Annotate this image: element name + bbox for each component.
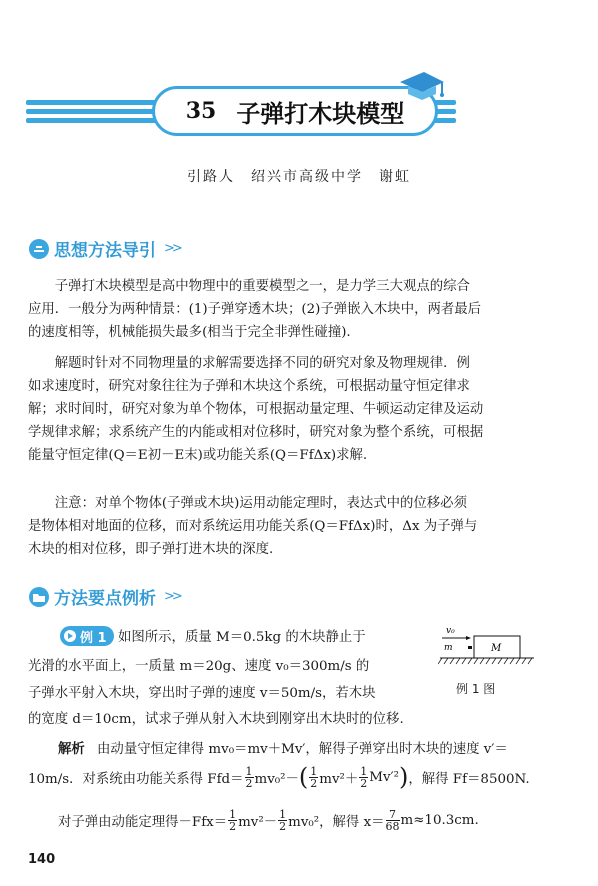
analysis-text: 由动量守恒定律得 mv₀＝mv＋Mv′，解得子弹穿出时木块的速度 v′＝ [97, 742, 508, 757]
figure-caption: 例 1 图 [456, 682, 496, 696]
example-figure [438, 624, 536, 670]
text-line: 如求速度时，研究对象往往为子弹和木块这个系统，可根据动量守恒定律求 [28, 379, 470, 394]
analysis-text: 10m/s．对系统由功能关系得 Ffd＝ [28, 771, 244, 787]
play-icon [64, 630, 76, 642]
fraction: $\frac{1}{2}$ [245, 764, 253, 790]
text-line: 学规律求解；求系统产生的内能或相对位移时，研究对象为整个系统，可根据 [28, 425, 484, 440]
paragraph-note [28, 492, 552, 561]
text-line: 解题时针对不同物理量的求解需要选择不同的研究对象及物理规律．例 [54, 356, 470, 371]
bullet [468, 646, 472, 649]
text-line: 子弹打木块模型是高中物理中的重要模型之一，是力学三大观点的综合 [54, 279, 470, 294]
section-heading-examples [28, 584, 180, 609]
section-title: 方法要点例析 [54, 589, 156, 609]
section-title: 思想方法导引 [54, 241, 156, 261]
example-text-line: 光滑的水平面上，一质量 m＝20g、速度 v₀＝300m/s 的 [28, 659, 370, 674]
bullet-label: m [444, 643, 453, 653]
analysis-text: Mv′² [369, 769, 399, 785]
author-line: 引路人 绍兴市高级中学 谢虹 [187, 169, 411, 185]
analysis-text: mv₀²－ [254, 771, 299, 787]
analysis-text: 对子弹由动能定理得－Ffx＝ [58, 814, 228, 830]
fraction: $\frac{1}{2}$ [279, 807, 287, 833]
analysis-label: 解析 [58, 742, 85, 757]
fraction: $\frac{1}{2}$ [229, 807, 237, 833]
text-line: 是物体相对地面的位移，而对系统运用功能关系(Q＝FfΔx)时，Δx 为子弹与 [28, 519, 478, 534]
chapter-title-box [152, 86, 438, 136]
example-text-line: 的宽度 d＝10cm，试求子弹从射入木块到刚穿出木块时的位移. [28, 712, 404, 727]
chapter-number: 35 [185, 98, 217, 124]
analysis-line [58, 738, 508, 757]
velocity-label: v₀ [446, 626, 455, 636]
analysis-line [58, 805, 479, 835]
text-line: 的速度相等，机械能损失最多(相当于完全非弹性碰撞). [28, 325, 351, 340]
example-badge [60, 626, 114, 646]
chevron-right-icon: >> [164, 589, 180, 604]
analysis-text: mv²＋ [319, 771, 359, 787]
page-number: 140 [28, 852, 56, 867]
analysis-text: mv²－ [238, 814, 278, 830]
section-badge-icon [28, 238, 50, 260]
text-line: 解；求时间时，研究对象为单个物体，可根据动量定理、牛顿运动定律及运动 [28, 402, 484, 417]
section-heading-guide [28, 236, 180, 261]
text-line: 能量守恒定律(Q＝E初－E末)或功能关系(Q＝FfΔx)求解. [28, 448, 368, 463]
fraction: $\frac{7}{68}$ [385, 807, 400, 833]
example-label: 例 1 [80, 630, 107, 646]
analysis-text: ，解得 Ff＝8500N. [408, 771, 530, 787]
block-label: M [491, 643, 502, 654]
example-text-line: 子弹水平射入木块，穿出时子弹的速度 v＝50m/s，若木块 [28, 686, 376, 701]
text-line: 注意：对单个物体(子弹或木块)运用动能定理时，表达式中的位移必须 [54, 496, 467, 511]
example-text-line: 如图所示，质量 M＝0.5kg 的木块静止于 [118, 630, 366, 645]
folder-icon [28, 586, 50, 608]
text-line: 木块的相对位移，即子弹打进木块的深度. [28, 542, 274, 557]
analysis-text: mv₀²，解得 x＝ [288, 814, 385, 830]
chapter-title: 子弹打木块模型 [236, 99, 405, 128]
paragraph-method [28, 352, 552, 467]
graduation-cap-icon [398, 70, 446, 104]
analysis-line: 10m/s．对系统由功能关系得 Ffd＝ $\frac{1}{2}$ mv₀²－ ( $\frac{1}{2}$ mv²＋ $\frac{1}{2}$ Mv′² ) ，解得 Ff＝8500N. [28, 763, 530, 791]
fraction: $\frac{1}{2}$ [360, 764, 368, 790]
text-line: 应用．一般分为两种情景：(1)子弹穿透木块；(2)子弹嵌入木块中，两者最后 [28, 302, 482, 317]
fraction: $\frac{1}{2}$ [310, 764, 318, 790]
analysis-text: m≈10.3cm. [400, 812, 479, 828]
chevron-right-icon: >> [164, 241, 180, 256]
paragraph-intro [28, 275, 552, 344]
